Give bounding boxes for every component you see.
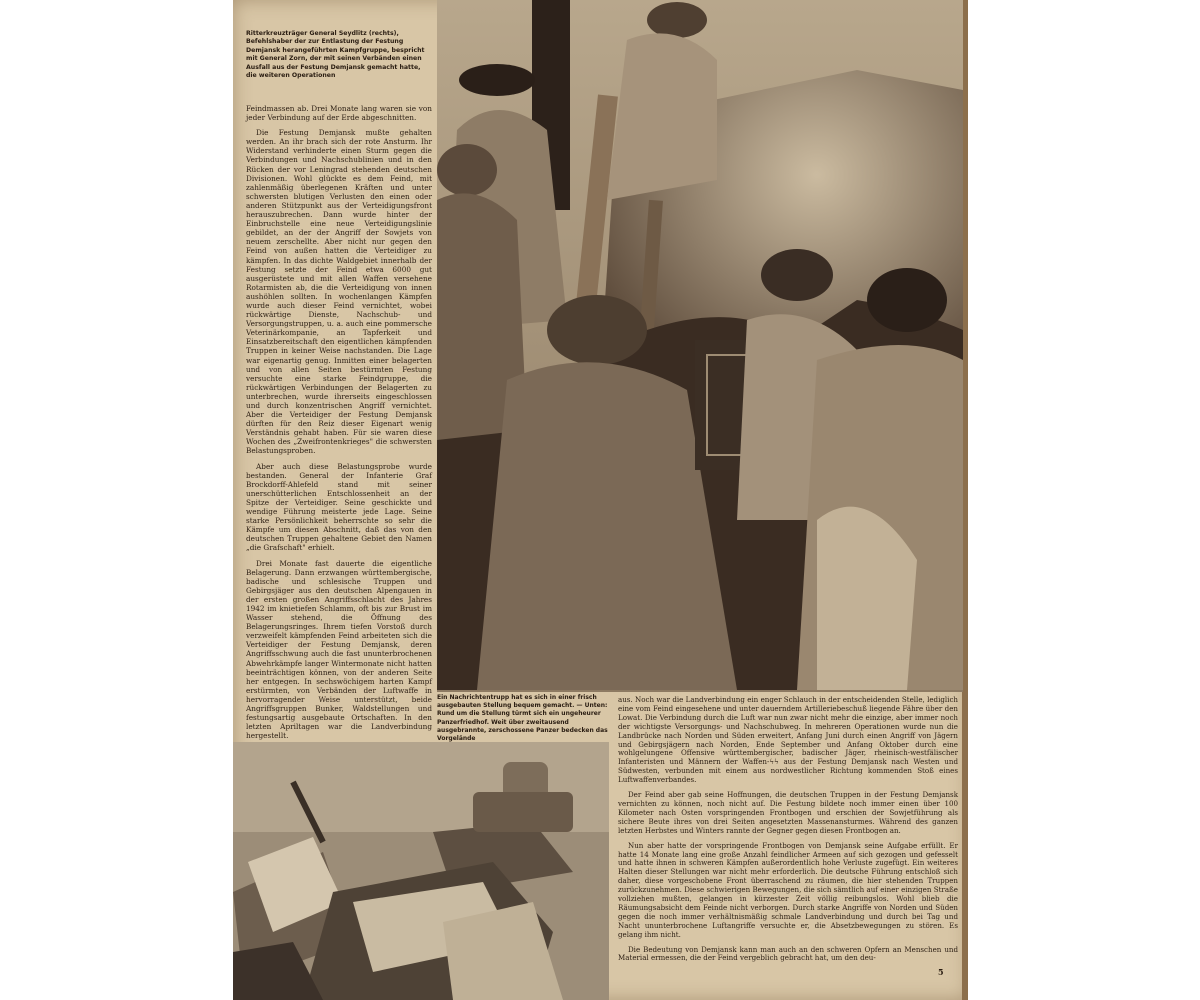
paragraph: Die Bedeutung von Demjansk kann man auch an den schweren Opfern an Menschen und Material ermessen, die der Feind vergeblich gebracht hat, um den deu-	[618, 944, 958, 963]
article-column-left	[246, 104, 432, 771]
photo-signal-troop-image	[437, 0, 963, 692]
paragraph: Nun aber hatte der vorspringende Frontbogen von Demjansk seine Aufgabe erfüllt. Er hatte 14 Monate lang eine große Anzahl feindlicher Armeen auf sich gezogen und gefesselt und hatte ihnen in schweren Kämpfen außerordentlich hohe Verluste zugefügt. Ein weiteres Halten dieser Stellungen war nicht mehr erforderlich. Die deutsche Führung entschloß sich daher, diese vorgeschobene Front überraschend zu räumen, die hier stehenden Truppen zurückzunehmen. Diese schwierigen Bewegungen, die sich sämtlich auf einer einzigen Straße vollziehen mußten, gelangen in kürzester Zeit völlig reibungslos. Wohl blieb die Räumungsabsicht dem Feinde nicht verborgen. Durch starke Angriffe von Norden und Süden gegen die noch immer verhältnismäßig schmale Landverbindung und durch bei Tag und Nacht ununterbrochene Luftangriffe versuchte er, die Absetzbewegungen zu stören. Es gelang ihm nicht.	[618, 840, 958, 939]
paragraph: Die Festung Demjansk mußte gehalten werden. An ihr brach sich der rote Ansturm. Ihr Widerstand verhinderte einen Sturm gegen die Verbindungen und Nachschublinien und in den Rücken der vor Leningrad stehenden deutschen Divisionen. Wohl glückte es dem Feind, mit zahlenmäßig überlegenen Kräften und unter schwersten blutigen Verlusten den einen oder anderen Stützpunkt aus der Verteidigungsfront herauszubrechen. Dann wurde hinter der Einbruchstelle eine neue Verteidigungslinie gebildet, an der der Angriff der Sowjets von neuem zerschellte. Aber nicht nur gegen den Feind von außen hatten die Verteidiger zu kämpfen. In das dichte Waldgebiet innerhalb der Festung setzte der Feind etwa 6000 gut ausgerüstete und mit allen Waffen versehene Rotarmisten ab, die die Verteidigung von innen aushöhlen sollten. In wochenlangen Kämpfen wurde auch dieser Feind vernichtet, wobei rückwärtige Dienste, Nachschub- und Versorgungstruppen, u. a. auch eine pommersche Veterinärkompanie, an Tapferkeit und Einsatzbereitschaft den eigentlichen kämpfenden Truppen in keiner Weise nachstanden. Die Lage war eigenartig genug. Inmitten einer belagerten und von allen Seiten bestürmten Festung versuchte eine starke Feindgruppe, die rückwärtigen Verbindungen der Belagerten zu unterbrechen, wurde ihrerseits eingeschlossen und durch konzentrischen Angriff vernichtet. Aber die Verteidiger der Festung Demjansk dürften für den Reiz dieser Eigenart wenig Verständnis gehabt haben. Für sie waren diese Wochen des „Zweifrontenkrieges" die schwersten Belastungsproben.	[246, 128, 432, 456]
page-number: 5	[938, 967, 944, 977]
paragraph: Der Feind aber gab seine Hoffnungen, die deutschen Truppen in der Festung Demjansk vernichten zu können, noch nicht auf. Die Festung bildete noch immer einen über 100 Kilometer nach Osten vorspringenden Frontbogen und erschien der Sowjetführung als sichere Beute ihres von drei Seiten angesetzten Massenansturmes. Während des ganzen letzten Herbstes und Winters rannte der Gegner gegen diesen Frontbogen an.	[618, 790, 958, 835]
paragraph: Drei Monate fast dauerte die eigentliche Belagerung. Dann erzwangen württembergische, badische und schlesische Truppen und Gebirgsjäger aus den deutschen Alpengauen in der ersten großen Angriffsschlacht des Jahres 1942 im knietiefen Schlamm, oft bis zur Brust im Wasser stehend, die Öffnung des Belagerungsringes. Ihrem tiefen Vorstoß durch verzweifelt kämpfenden Feind arbeiteten sich die Verteidiger der Festung Demjansk, deren Angriffsschwung auch die fast ununterbrochenen Abwehrkämpfe langer Wintermonate nicht hatten beeinträchtigen können, von der anderen Seite her entgegen. In sechswöchigem harten Kampf erstürmten, von Verbänden der Luftwaffe in hervorragender Weise unterstützt, beide Angriffsgruppen Bunker, Waldstellungen und festungsartig ausgebaute Ortschaften. In den letzten Apriltagen war die Landverbindung hergestellt.	[246, 558, 432, 741]
paragraph: aus. Noch war die Landverbindung ein enger Schlauch in der entscheidenden Stelle, lediglich eine vom Feind eingesehene und unter dauerndem Artilleriebeschuß liegende Fähre über den Lowat. Die Verbindung durch die Luft war nun zwar nicht mehr die einzige, aber immer noch der wichtigste Versorgungs- und Nachschubweg. In mehreren Operationen wurde nun die Landbrücke nach Norden und Süden erweitert, Anfang Juni durch einen Angriff von Jägern und Gebirgsjägern nach Norden, Ende September und Anfang Oktober durch eine wohlgelungene Offensive württembergischer, badischer Jäger, rheinisch-westfälischer Infanteristen und Männern der Waffen-ϟϟ aus der Festung Demjansk nach Westen und Südwesten, verbunden mit einem aus nordwestlicher Richtung kommenden Stoß eines Luftwaffenverbandes.	[618, 695, 958, 785]
article-column-right	[618, 696, 958, 969]
paragraph: Aber auch diese Belastungsprobe wurde bestanden. General der Infanterie Graf Brockdorff-Ahlefeld stand mit seiner unerschütterlichen Entschlossenheit an der Spitze der Verteidiger. Seine geschickte und wendige Führung meisterte jede Lage. Seine starke Persönlichkeit beherrschte so sehr die Kämpfe um diesen Abschnitt, daß das von den deutschen Truppen gehaltene Gebiet den Namen „die Grafschaft" erhielt.	[246, 461, 432, 553]
caption-top: Ritterkreuzträger General Seydlitz (rechts), Befehlshaber der zur Entlastung der Festung Demjansk herangeführten Kampfgruppe, bespricht mit General Zorn, der mit seinen Verbänden einen Ausfall aus der Festung Demjansk gemacht hatte, die weiteren Operationen	[246, 30, 425, 80]
photo-tank-graveyard-image	[233, 742, 609, 1000]
photo-tank-graveyard	[233, 742, 609, 1000]
photo-signal-troop	[437, 0, 963, 692]
paragraph: Feindmassen ab. Drei Monate lang waren sie von jeder Verbindung auf der Erde abgeschnitten.	[246, 104, 432, 123]
caption-middle: Ein Nachrichtentrupp hat es sich in einer frisch ausgebauten Stellung bequem gemacht. — Unten: Rund um die Stellung türmt sich ein ungeheurer Panzerfriedhof. Weit über zweitausend ausgebrannte, zerschossene Panzer bedecken das Vorgelände	[437, 694, 608, 743]
